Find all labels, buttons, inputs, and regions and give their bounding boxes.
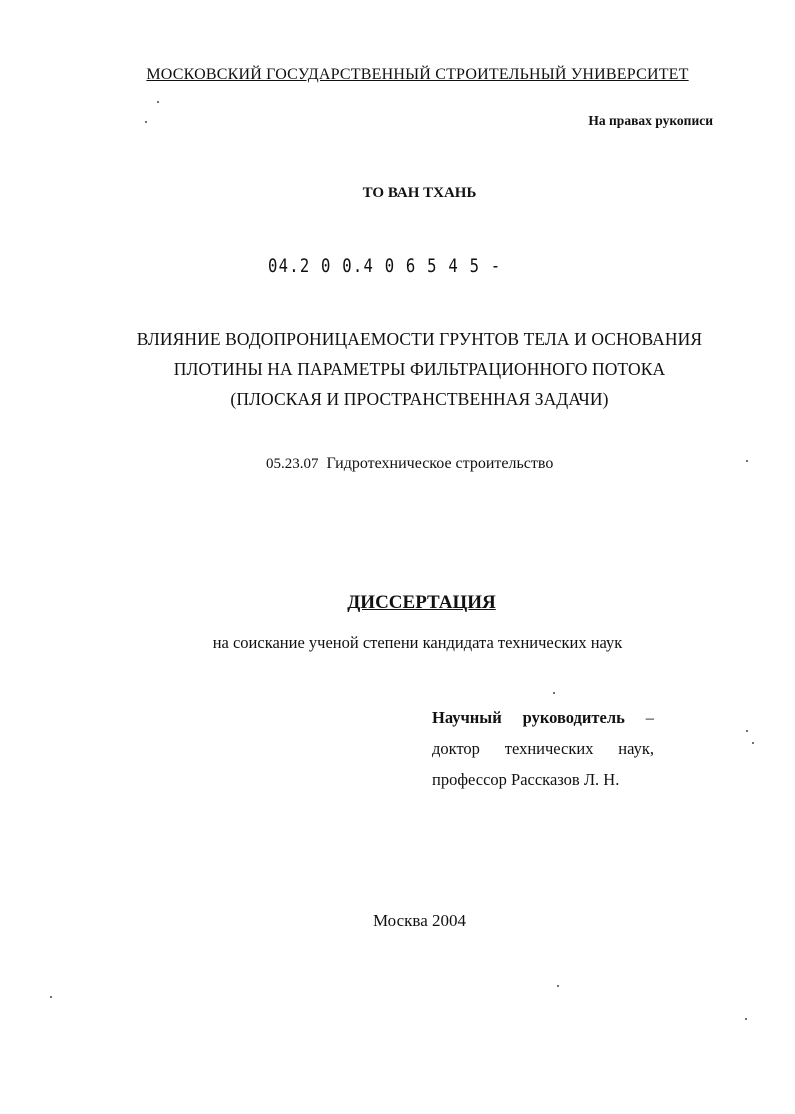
advisor-role-word-2: руководитель [522, 707, 625, 727]
advisor-degree-row [432, 733, 654, 764]
scan-speck [50, 996, 52, 998]
document-type: ДИССЕРТАЦИЯ [347, 592, 496, 613]
title-line-2: ПЛОТИНЫ НА ПАРАМЕТРЫ ФИЛЬТРАЦИОННОГО ПОТОКА [173, 359, 666, 379]
advisor-role-dash: – [645, 707, 654, 727]
registration-stamp-number: 04.2 0 0.4 0 6 5 4 5 - [268, 255, 502, 277]
scan-speck [745, 1018, 747, 1020]
title-line-3: (ПЛОСКАЯ И ПРОСТРАНСТВЕННАЯ ЗАДАЧИ) [230, 389, 609, 409]
scan-speck [752, 742, 754, 744]
city-year: Москва 2004 [372, 911, 467, 930]
advisor-name-row [432, 764, 654, 795]
specialty [266, 455, 553, 473]
advisor-degree-word-3: наук, [618, 738, 654, 758]
scan-speck [557, 985, 559, 987]
manuscript-note: На правах рукописи [588, 113, 713, 128]
advisor-name: профессор Рассказов Л. Н. [432, 769, 620, 789]
specialty-name: Гидротехническое строительство [326, 455, 554, 472]
advisor-role-row [432, 702, 654, 733]
scan-speck [746, 730, 748, 732]
advisor-block [432, 702, 654, 795]
advisor-role-word-1: Научный [432, 707, 502, 727]
scan-speck [746, 460, 748, 462]
advisor-degree-word-1: доктор [432, 738, 480, 758]
scan-speck [553, 692, 555, 694]
scan-speck [157, 101, 159, 103]
scan-speck [145, 121, 147, 123]
degree-description: на соискание ученой степени кандидата технических наук [212, 633, 623, 652]
title-line-1: ВЛИЯНИЕ ВОДОПРОНИЦАЕМОСТИ ГРУНТОВ ТЕЛА И ОСНОВАНИЯ [136, 329, 703, 349]
specialty-code: 05.23.07 [266, 456, 319, 472]
advisor-degree-word-2: технических [504, 738, 594, 758]
university-name: МОСКОВСКИЙ ГОСУДАРСТВЕННЫЙ СТРОИТЕЛЬНЫЙ УНИВЕРСИТЕТ [146, 66, 689, 83]
author-name: ТО ВАН ТХАНЬ [362, 185, 477, 201]
